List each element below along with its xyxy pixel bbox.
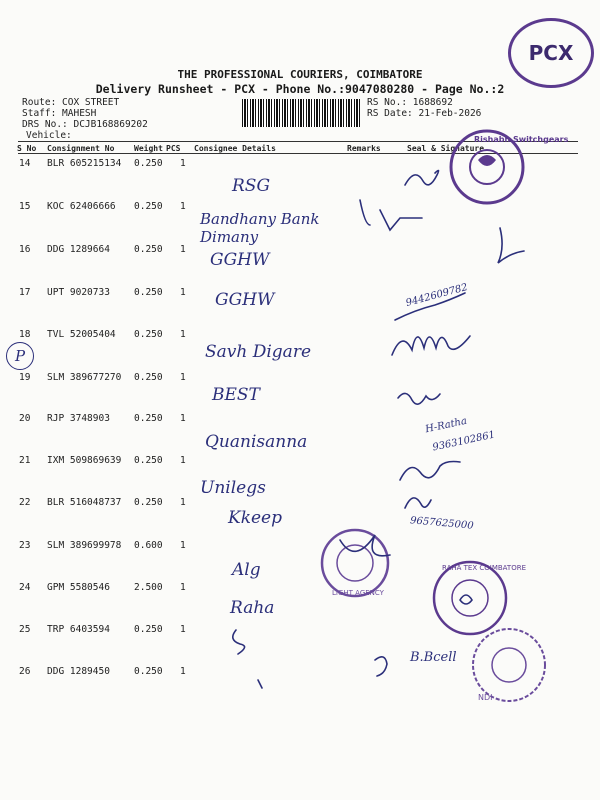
stamp-text: RAHA TEX COIMBATORE (442, 564, 526, 572)
row-sno: 23 (19, 540, 31, 551)
signature-name: B.Bcell (410, 650, 457, 665)
row-weight: 0.250 (134, 497, 163, 508)
row-consignment: BLR 516048737 (47, 497, 122, 508)
bottom-stamp (473, 629, 545, 702)
row-weight: 0.250 (134, 624, 163, 635)
row-consignment: DDG 1289450 (47, 666, 110, 677)
stamp-text: NDI (478, 693, 493, 702)
rishabh-stamp (451, 131, 569, 203)
signature-scribble (233, 630, 245, 654)
runsheet-subtitle: Delivery Runsheet - PCX - Phone No.:9047080280 - Page No.:2 (95, 82, 505, 96)
col-weight: Weight (134, 144, 163, 153)
row-sno: 18 (19, 329, 31, 340)
signature-scribble (258, 680, 262, 688)
col-sno: S No (17, 144, 37, 153)
stamp-text: LIGHT AGENCY (332, 589, 384, 597)
row-pcs: 1 (180, 201, 186, 212)
margin-mark: P (6, 342, 34, 370)
row-sno: 26 (19, 666, 31, 677)
signature-scribble (360, 200, 422, 230)
consignee-handwriting: GGHW (210, 250, 270, 270)
row-consignment: UPT 9020733 (47, 287, 110, 298)
consignee-handwriting: Raha (230, 598, 275, 618)
row-weight: 0.250 (134, 666, 163, 677)
row-consignment: TVL 52005404 (47, 329, 116, 340)
row-sno: 19 (19, 372, 31, 383)
col-seal: Seal & Signature (407, 144, 485, 153)
raha-stamp (434, 562, 526, 634)
row-sno: 22 (19, 497, 31, 508)
row-pcs: 1 (180, 244, 186, 255)
staff-label: Staff: MAHESH (22, 108, 97, 119)
route-label: Route: COX STREET (22, 97, 120, 108)
row-weight: 0.250 (134, 244, 163, 255)
row-sno: 21 (19, 455, 31, 466)
col-remarks: Remarks (347, 144, 381, 153)
company-title: THE PROFESSIONAL COURIERS, COIMBATORE (177, 68, 423, 81)
row-pcs: 1 (180, 413, 186, 424)
light-agency-stamp (322, 530, 388, 597)
row-sno: 20 (19, 413, 31, 424)
row-pcs: 1 (180, 455, 186, 466)
row-pcs: 1 (180, 582, 186, 593)
row-sno: 16 (19, 244, 31, 255)
row-pcs: 1 (180, 158, 186, 169)
consignee-handwriting: GGHW (215, 290, 275, 310)
row-pcs: 1 (180, 497, 186, 508)
signature-phone: 9363102861 (431, 429, 497, 454)
row-consignment: IXM 509869639 (47, 455, 122, 466)
rs-number: RS No.: 1688692 (367, 97, 453, 108)
signature-scribble (375, 657, 387, 676)
row-sno: 14 (19, 158, 31, 169)
signature-scribble (498, 228, 524, 263)
row-weight: 0.250 (134, 201, 163, 212)
consignee-handwriting: Unilegs (200, 478, 266, 498)
rs-date: RS Date: 21-Feb-2026 (367, 108, 482, 119)
row-sno: 24 (19, 582, 31, 593)
row-pcs: 1 (180, 540, 186, 551)
consignee-handwriting: RSG (232, 176, 271, 196)
row-pcs: 1 (180, 666, 186, 677)
signature-phone: 9442609782 (404, 281, 469, 310)
signature-scribble (392, 336, 470, 355)
signature-name: H-Ratha (424, 415, 468, 436)
row-consignment: GPM 5580546 (47, 582, 110, 593)
consignee-handwriting: Bandhany Bank Dimany (200, 210, 320, 246)
row-consignment: DDG 1289664 (47, 244, 110, 255)
col-consignee: Consignee Details (194, 144, 276, 153)
row-pcs: 1 (180, 329, 186, 340)
row-weight: 0.250 (134, 413, 163, 424)
row-sno: 17 (19, 287, 31, 298)
row-weight: 2.500 (134, 582, 163, 593)
col-pcs: PCS (166, 144, 181, 153)
row-pcs: 1 (180, 287, 186, 298)
pcx-logo: PCX (508, 18, 594, 88)
row-pcs: 1 (180, 624, 186, 635)
consignee-handwriting: Alg (232, 560, 261, 580)
vehicle-label: Vehicle: (26, 130, 72, 141)
signature-phone: 9657625000 (409, 515, 474, 532)
row-pcs: 1 (180, 372, 186, 383)
signature-scribble (405, 170, 439, 185)
consignee-handwriting: BEST (212, 385, 260, 405)
row-weight: 0.250 (134, 287, 163, 298)
consignee-handwriting: Kkeep (228, 508, 283, 528)
col-consignment: Consignment No (47, 144, 115, 153)
row-consignment: SLM 389699978 (47, 540, 122, 551)
stamp-text: Rishabh Switchgears (474, 135, 569, 144)
consignee-handwriting: Quanisanna (205, 432, 308, 452)
row-consignment: BLR 605215134 (47, 158, 122, 169)
drs-number: DRS No.: DCJB168869202 (22, 119, 148, 130)
row-weight: 0.250 (134, 329, 163, 340)
row-weight: 0.250 (134, 158, 163, 169)
consignee-handwriting: Savh Digare (205, 342, 312, 362)
signature-scribble (405, 498, 431, 508)
row-weight: 0.250 (134, 372, 163, 383)
row-sno: 25 (19, 624, 31, 635)
row-weight: 0.600 (134, 540, 163, 551)
row-consignment: SLM 389677270 (47, 372, 122, 383)
row-consignment: KOC 62406666 (47, 201, 116, 212)
signature-scribble (398, 393, 440, 404)
row-sno: 15 (19, 201, 31, 212)
signature-scribble (395, 293, 465, 320)
signature-scribble (460, 595, 472, 604)
row-consignment: TRP 6403594 (47, 624, 110, 635)
signature-scribble (400, 462, 460, 481)
row-weight: 0.250 (134, 455, 163, 466)
row-consignment: RJP 3748903 (47, 413, 110, 424)
